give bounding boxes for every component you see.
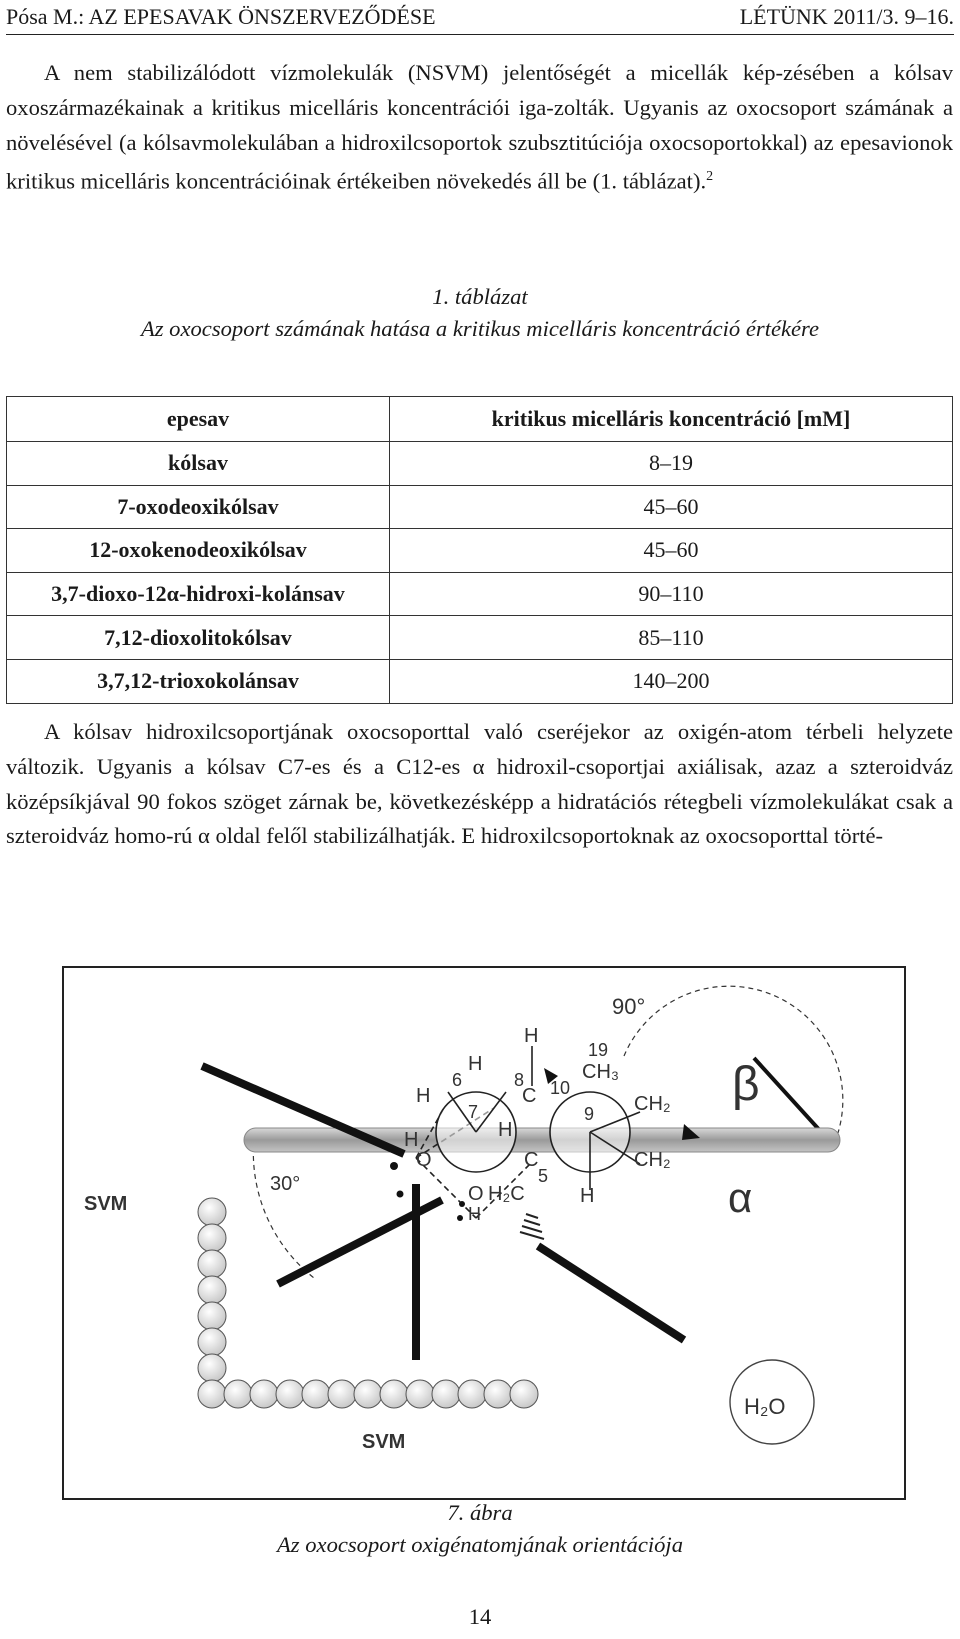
atom-7: 7 xyxy=(468,1102,479,1122)
atom-c8: C xyxy=(522,1085,537,1107)
atom-ch2-bottom: CH₂ xyxy=(634,1149,671,1171)
svm-vertical-chain xyxy=(198,1198,226,1382)
header-right: LÉTÜNK 2011/3. 9–16. xyxy=(739,4,954,29)
cmc-value-cell: 85–110 xyxy=(390,616,953,660)
atom-19: 19 xyxy=(588,1040,609,1060)
svm-horizontal-chain xyxy=(198,1380,538,1408)
water-label: H₂O xyxy=(744,1394,786,1419)
alpha-face-label: α xyxy=(728,1174,753,1221)
atom-5: 5 xyxy=(538,1166,549,1186)
cmc-value-cell: 140–200 xyxy=(390,659,953,703)
paragraph-2: A kólsav hidroxilcsoportjának oxocsoporttal való cseréjekor az oxigén-atom térbeli helyzete változik. Ugyanis a kólsav C7-es és a C12-es α hidroxil-csoportjai axiálisak, azaz a szteroidváz középsíkjával 90 fokos szöget zárnak be, következésképp a hidratációs rétegbeli vízmolekulákat csak a szteroidváz homo-rú α oldal felől stabilizálhatják. E hidroxilcsoportoknak az oxocsoporttal törté- xyxy=(6,719,953,849)
table-row xyxy=(7,529,953,573)
figure-7-diagram xyxy=(62,966,906,1500)
column-header-cmc: kritikus micelláris koncentráció [mM] xyxy=(390,397,953,442)
header-rule xyxy=(6,34,954,35)
table-row xyxy=(7,659,953,703)
svm-left-label: SVM xyxy=(84,1193,128,1215)
svm-bottom-label: SVM xyxy=(362,1431,406,1453)
atom-h-top: H xyxy=(524,1025,539,1047)
atom-8: 8 xyxy=(514,1070,525,1090)
atom-h-left: H xyxy=(416,1085,431,1107)
atom-c5: C xyxy=(524,1149,539,1171)
table-row xyxy=(7,485,953,529)
oxo-orientation-diagram xyxy=(64,968,904,1498)
table-row xyxy=(7,442,953,486)
paragraph-1 xyxy=(6,56,953,200)
table-header-row xyxy=(7,397,953,442)
footnote-ref: 2 xyxy=(706,169,714,185)
atom-o-upper: O xyxy=(416,1149,432,1171)
atom-ch3: CH₃ xyxy=(582,1061,620,1083)
table-row xyxy=(7,616,953,660)
atom-6: 6 xyxy=(452,1070,463,1090)
atom-h-o: H xyxy=(404,1129,419,1151)
column-header-acid: epesav xyxy=(7,397,390,442)
table-caption-title: Az oxocsoport számának hatása a kritikus micelláris koncentráció értékére xyxy=(140,316,820,341)
cmc-value-cell: 45–60 xyxy=(390,529,953,573)
cmc-value-cell: 8–19 xyxy=(390,442,953,486)
header-left: Pósa M.: AZ EPESAVAK ÖNSZERVEZŐDÉSE xyxy=(6,4,436,29)
atom-h-mid: H xyxy=(498,1119,513,1141)
angle-30-label: 30° xyxy=(270,1173,301,1195)
atom-o-lower: O xyxy=(468,1183,484,1205)
atom-h-bottom: H xyxy=(580,1185,595,1207)
atom-ch2-top: CH₂ xyxy=(634,1093,671,1115)
atom-h-lower: H xyxy=(468,1204,481,1224)
paragraph-1-text: A nem stabilizálódott vízmolekulák (NSVM) jelentőségét a micellák kép-zésében a kólsav oxoszármazékainak a kritikus micelláris koncentrációi iga-zolták. Ugyanis az oxocsoport számának a növelésével (a kólsavmolekulában a hidroxilcsoportok szubsztitúciója oxocsoportokkal) az epesavionok kritikus micelláris koncentrációinak értékeiben növekedés áll be (1. táblázat). xyxy=(6,60,953,194)
figure-caption-title: Az oxocsoport oxigénatomjának orientációja xyxy=(277,1532,683,1557)
atom-h2c: H₂C xyxy=(488,1183,525,1205)
table-caption-number: 1. táblázat xyxy=(432,284,528,309)
running-header xyxy=(6,4,954,32)
acid-name-cell: kólsav xyxy=(7,442,390,486)
atom-h6: H xyxy=(468,1053,483,1075)
angle-90-label: 90° xyxy=(612,994,646,1019)
atom-9: 9 xyxy=(584,1104,595,1124)
atom-10: 10 xyxy=(550,1078,571,1098)
figure-caption-number: 7. ábra xyxy=(447,1500,513,1525)
steroid-mean-plane xyxy=(244,1128,840,1152)
cmc-value-cell: 90–110 xyxy=(390,572,953,616)
cmc-value-cell: 45–60 xyxy=(390,485,953,529)
table-row xyxy=(7,572,953,616)
wedge-bond-hash xyxy=(520,1214,544,1239)
acid-name-cell: 12-oxokenodeoxikólsav xyxy=(7,529,390,573)
acid-name-cell: 7,12-dioxolitokólsav xyxy=(7,616,390,660)
beta-face-label: β xyxy=(732,1058,760,1111)
cmc-table xyxy=(6,396,953,704)
acid-name-cell: 3,7,12-trioxokolánsav xyxy=(7,659,390,703)
acid-name-cell: 7-oxodeoxikólsav xyxy=(7,485,390,529)
angle-30-arc xyxy=(253,1138,314,1278)
page-number: 14 xyxy=(468,1604,492,1629)
acid-name-cell: 3,7-dioxo-12α-hidroxi-kolánsav xyxy=(7,572,390,616)
